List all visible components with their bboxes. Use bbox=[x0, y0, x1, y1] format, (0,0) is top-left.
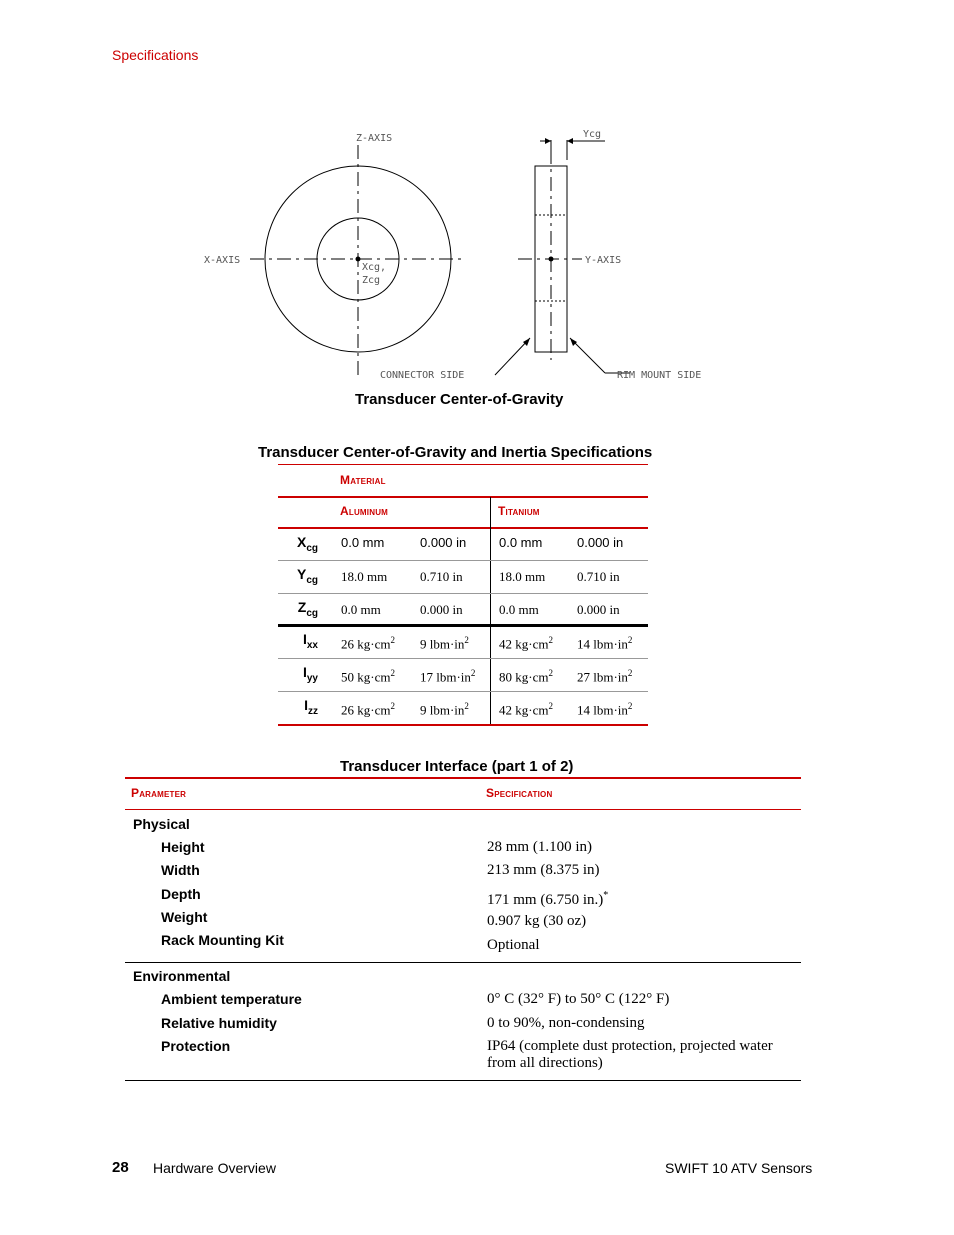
temperature-value: 0° C (32° F) to 50° C (122° F) bbox=[487, 991, 670, 1007]
weight-value: 0.907 kg (30 oz) bbox=[487, 913, 587, 929]
cg-table-title: Transducer Center-of-Gravity and Inertia Specifications bbox=[258, 444, 653, 461]
rack-label: Rack Mounting Kit bbox=[161, 932, 284, 948]
protection-value-line-2: from all directions) bbox=[487, 1055, 603, 1071]
interface-table-title: Transducer Interface (part 1 of 2) bbox=[340, 758, 574, 775]
y-axis-label: Y-AXIS bbox=[585, 255, 622, 266]
xcg-label: Xcg, bbox=[362, 262, 387, 273]
parameter-header: Parameter bbox=[131, 786, 187, 800]
section-header: Specifications bbox=[112, 47, 199, 63]
z-axis-label: Z-AXIS bbox=[356, 133, 393, 144]
protection-label: Protection bbox=[161, 1038, 231, 1054]
temperature-label: Ambient temperature bbox=[161, 991, 302, 1007]
aluminum-header: Aluminum bbox=[340, 504, 389, 518]
weight-label: Weight bbox=[161, 909, 208, 925]
height-label: Height bbox=[161, 839, 205, 855]
table-row: $I_{xx}$ 26 $kg\cdot cm^2$ 9 $lbm\cdot in^2$ 42 $kg\cdot cm^2$ 14 $lbm\cdot in^2$ bbox=[302, 631, 633, 652]
physical-group: Physical bbox=[133, 816, 190, 832]
footer-product: SWIFT 10 ATV Sensors bbox=[665, 1160, 813, 1176]
protection-value-line-1: IP64 (complete dust protection, projected water bbox=[487, 1038, 773, 1054]
ycg-label: Ycg bbox=[583, 129, 602, 140]
depth-value: 171 mm (6.750 in.)* bbox=[487, 890, 609, 908]
table-row: $X_{cg}$ 0.0 mm 0.000 in 0.0 mm 0.000 in bbox=[296, 534, 624, 554]
material-header: Material bbox=[340, 473, 386, 487]
footer-chapter: Hardware Overview bbox=[153, 1160, 276, 1176]
specification-header: Specification bbox=[486, 786, 553, 800]
figure-caption: Transducer Center-of-Gravity bbox=[355, 391, 564, 408]
rim-mount-side-label: RIM MOUNT SIDE bbox=[617, 370, 702, 381]
height-value: 28 mm (1.100 in) bbox=[487, 839, 592, 855]
width-label: Width bbox=[161, 862, 200, 878]
rack-value: Optional bbox=[487, 937, 540, 953]
table-row: $Y_{cg}$ 18.0 mm 0.710 in 18.0 mm 0.710 in bbox=[296, 566, 620, 586]
environmental-group: Environmental bbox=[133, 968, 231, 984]
connector-side-label: CONNECTOR SIDE bbox=[380, 370, 465, 381]
depth-label: Depth bbox=[161, 886, 201, 902]
table-row: $Z_{cg}$ 0.0 mm 0.000 in 0.0 mm 0.000 in bbox=[297, 599, 620, 619]
zcg-label: Zcg bbox=[362, 275, 381, 286]
humidity-label: Relative humidity bbox=[161, 1015, 277, 1031]
width-value: 213 mm (8.375 in) bbox=[487, 862, 600, 878]
table-row: $I_{yy}$ 50 $kg\cdot cm^2$ 17 $lbm\cdot in^2$ 80 $kg\cdot cm^2$ 27 $lbm\cdot in^2$ bbox=[302, 664, 633, 685]
cg-diagram bbox=[190, 120, 750, 390]
titanium-header: Titanium bbox=[498, 504, 540, 518]
table-row: $I_{zz}$ 26 $kg\cdot cm^2$ 9 $lbm\cdot in^2$ 42 $kg\cdot cm^2$ 14 $lbm\cdot in^2$ bbox=[304, 697, 633, 718]
page-number: 28 bbox=[112, 1159, 129, 1176]
x-axis-label: X-AXIS bbox=[204, 255, 241, 266]
humidity-value: 0 to 90%, non-condensing bbox=[487, 1015, 645, 1031]
